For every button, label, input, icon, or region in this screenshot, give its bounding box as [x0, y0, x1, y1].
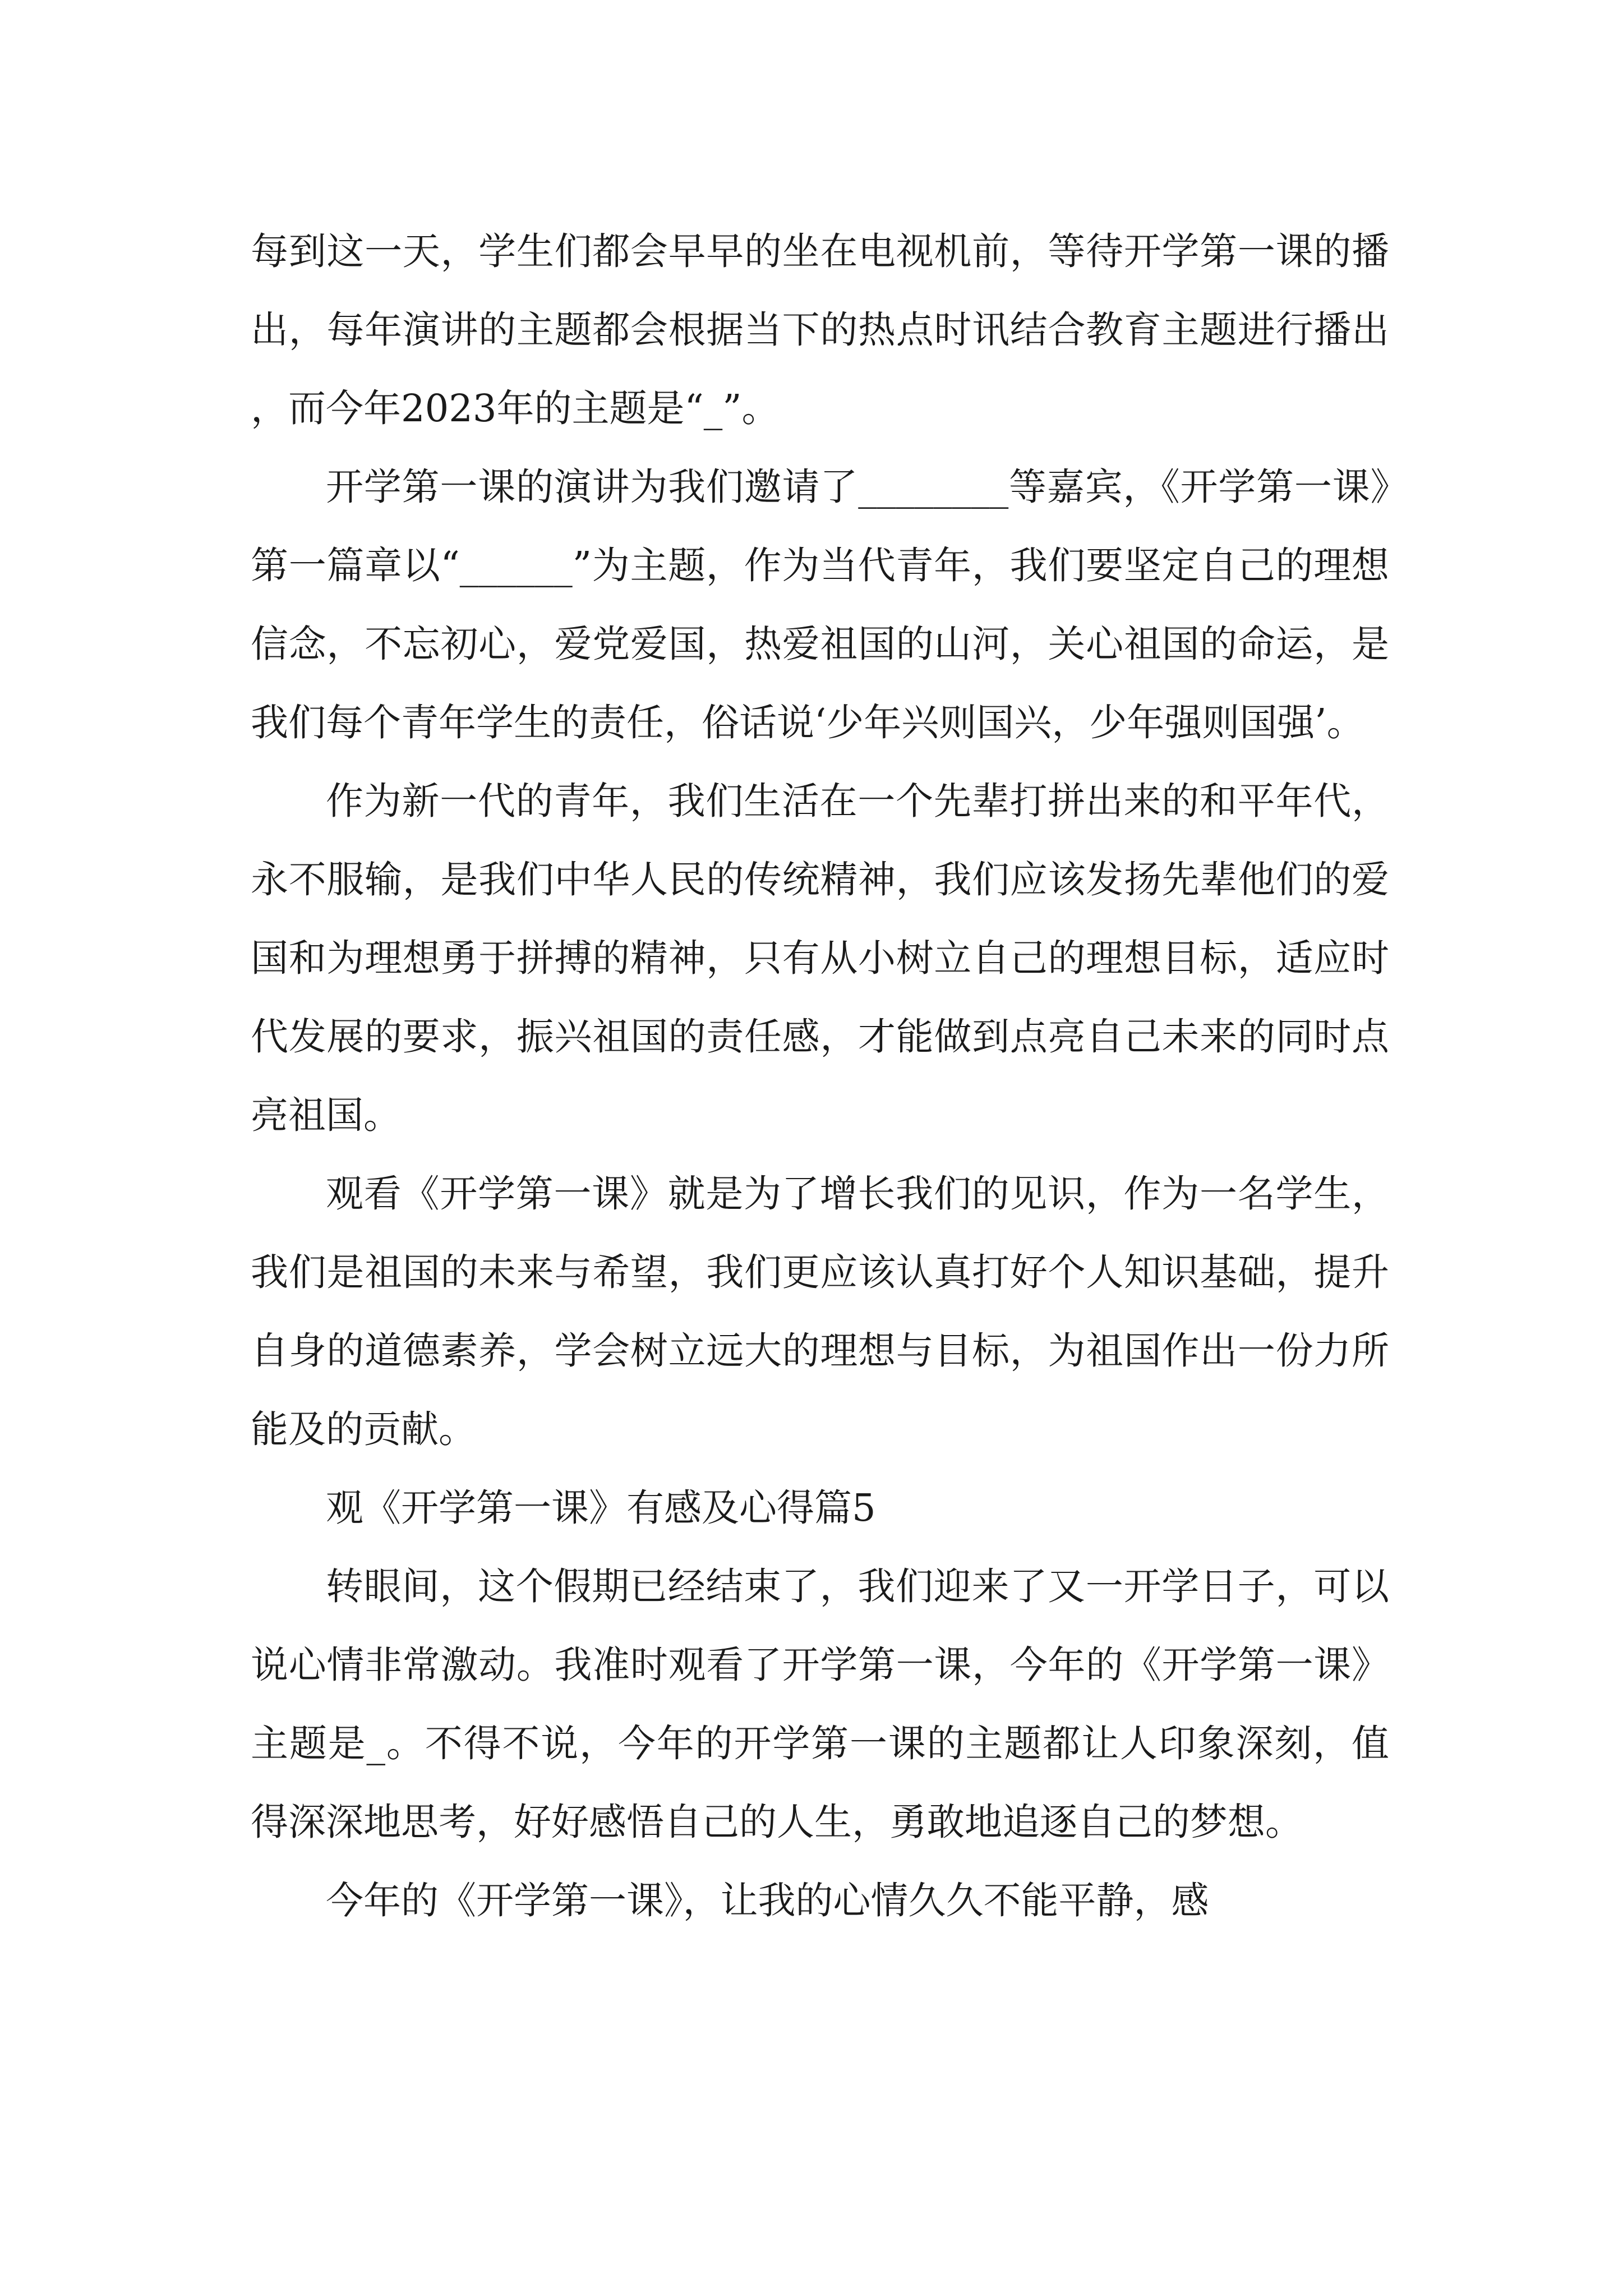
- paragraph-6: 今年的《开学第一课》，让我的心情久久不能平静，感: [326, 1879, 1209, 1922]
- paragraph-4: 观看《开学第一课》就是为了增长我们的见识，作为一名学生，我们是祖国的未来与希望，我们更应该认真打好个人知识基础，提升自身的道德素养，学会树立远大的理想与目标，为祖国作出一份力所能及的贡献。: [251, 1172, 1389, 1451]
- paragraph-1: 每到这一天，学生们都会早早的坐在电视机前，等待开学第一课的播出，每年演讲的主题都会根据当下的热点时讯结合教育主题进行播出，而今年2023年的主题是“_”。: [251, 229, 1389, 430]
- paragraph-3: 作为新一代的青年，我们生活在一个先辈打拼出来的和平年代，永不服输，是我们中华人民的传统精神，我们应该发扬先辈他们的爱国和为理想勇于拼搏的精神，只有从小树立自己的理想目标，适应时代发展的要求，振兴祖国的责任感，才能做到点亮自己未来的同时点亮祖国。: [251, 779, 1389, 1137]
- document-body: [251, 212, 1389, 1940]
- paragraph-2: 开学第一课的演讲为我们邀请了________等嘉宾，《开学第一课》第一篇章以“______”为主题，作为当代青年，我们要坚定自己的理想信念，不忘初心，爱党爱国，热爱祖国的山河，关心祖国的命运，是我们每个青年学生的责任，俗话说‘少年兴则国兴，少年强则国强’。: [251, 465, 1389, 744]
- section-heading: 观《开学第一课》有感及心得篇5: [326, 1486, 876, 1530]
- paragraph-5: 转眼间，这个假期已经结束了，我们迎来了又一开学日子，可以说心情非常激动。我准时观看了开学第一课，今年的《开学第一课》主题是_。不得不说，今年的开学第一课的主题都让人印象深刻，值得深深地思考，好好感悟自己的人生，勇敢地追逐自己的梦想。: [251, 1565, 1389, 1844]
